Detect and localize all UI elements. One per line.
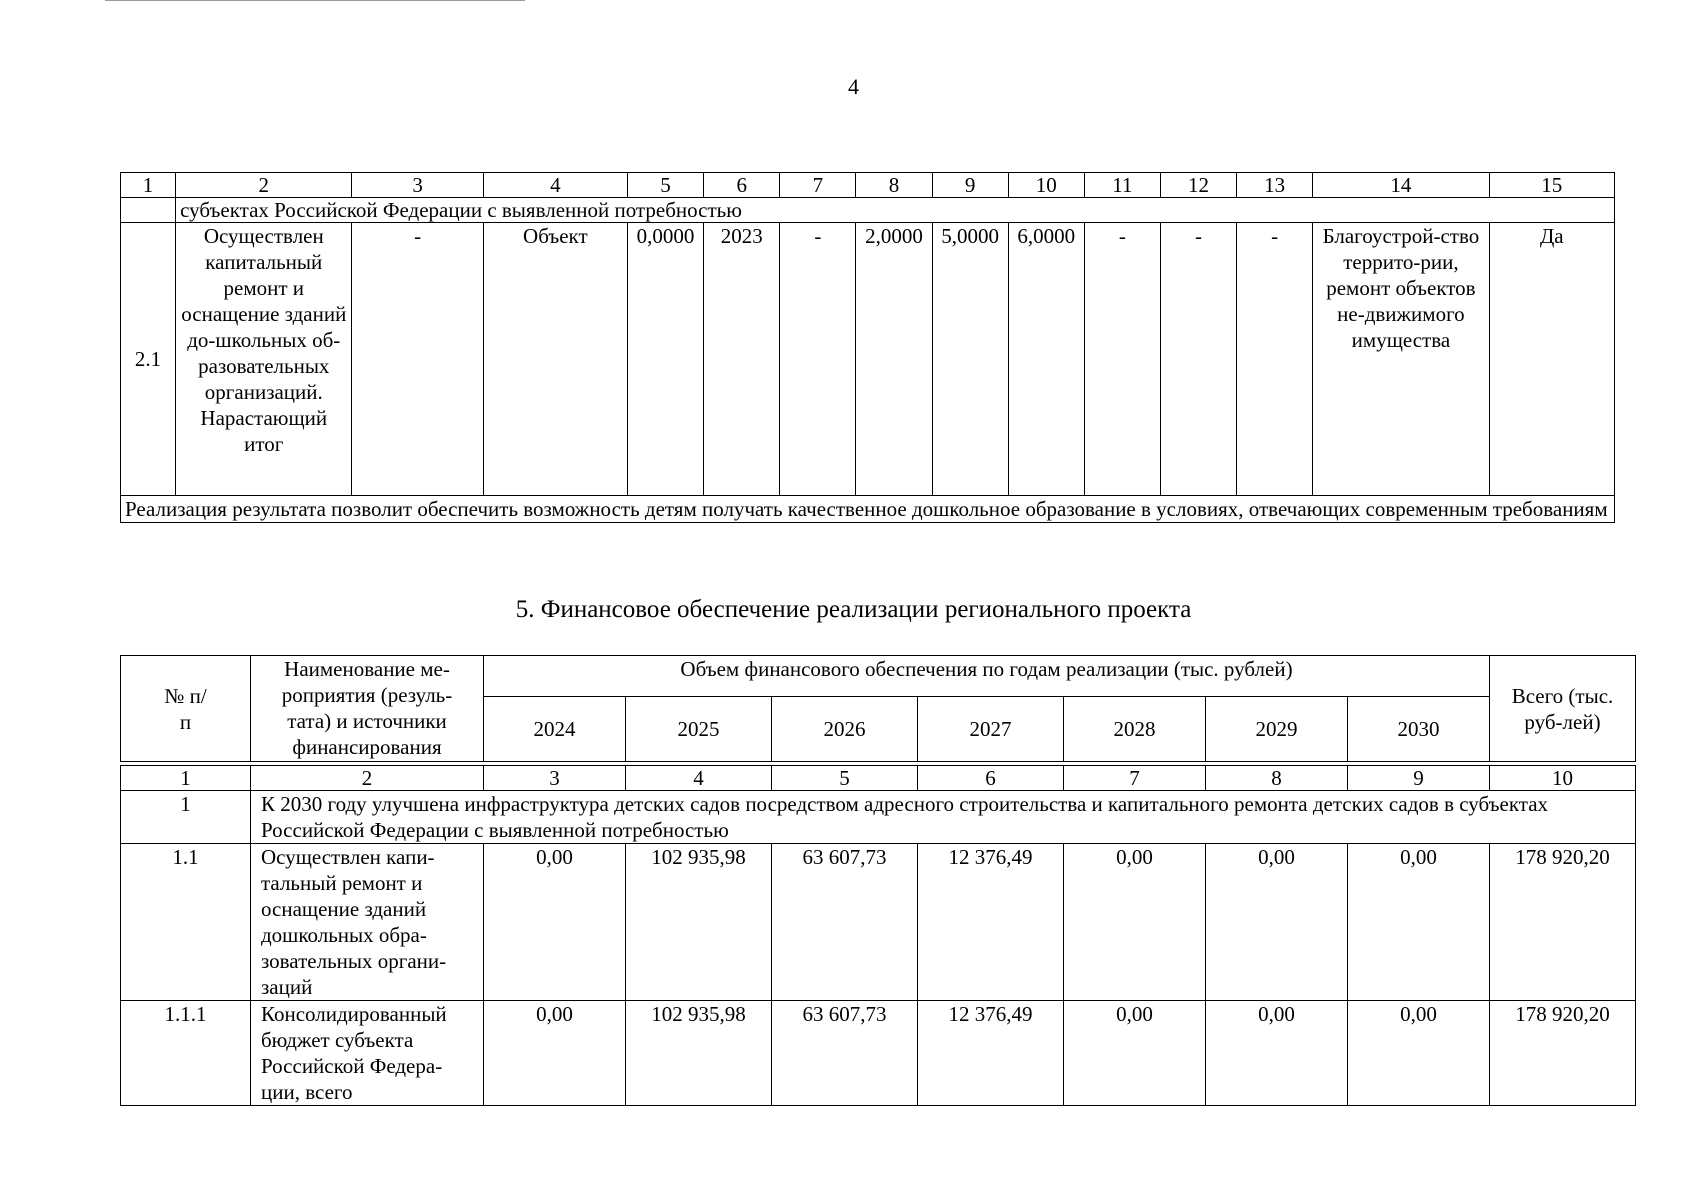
cell-c9: 5,0000 [932, 223, 1008, 496]
result-name: Осуществлен капитальный ремонт и оснащение зданий до-школьных об-разовательных организаций. Нарастающий итог [176, 223, 352, 496]
head-year: 2030 [1348, 697, 1490, 762]
value-2027: 12 376,49 [918, 844, 1064, 1001]
financing-row [121, 844, 1636, 1001]
base-value-cell: 0,0000 [627, 223, 703, 496]
financing-row [121, 1001, 1636, 1106]
continuation-row [121, 198, 1615, 223]
col-index: 1 [121, 173, 176, 198]
head-year: 2025 [626, 697, 772, 762]
financing-index-row [121, 766, 1636, 791]
head-total: Всего (тыс. руб-лей) [1490, 656, 1636, 762]
cell-c8: 2,0000 [856, 223, 932, 496]
col-index: 9 [932, 173, 1008, 198]
value-2025: 102 935,98 [626, 844, 772, 1001]
result-footer-row [121, 496, 1615, 523]
value-2027: 12 376,49 [918, 1001, 1064, 1106]
continuation-text: субъектах Российской Федерации с выявленной потребностью [176, 198, 1615, 223]
head-num: № п/п [121, 656, 251, 762]
cell-c14: Благоустрой-ство террито-рии, ремонт объектов не-движимого имущества [1313, 223, 1489, 496]
value-2029: 0,00 [1206, 844, 1348, 1001]
cell-c7: - [780, 223, 856, 496]
base-year-cell: 2023 [704, 223, 780, 496]
col-index: 10 [1008, 173, 1084, 198]
value-2029: 0,00 [1206, 1001, 1348, 1106]
cell-c3: - [352, 223, 483, 496]
cell-c12: - [1160, 223, 1236, 496]
col-index: 5 [627, 173, 703, 198]
empty-cell [121, 198, 176, 223]
col-index: 10 [1490, 766, 1636, 791]
row-number: 1.1.1 [121, 1001, 251, 1106]
value-2028: 0,00 [1064, 844, 1206, 1001]
col-index: 7 [780, 173, 856, 198]
value-2028: 0,00 [1064, 1001, 1206, 1106]
page-number: 4 [848, 74, 859, 99]
col-index: 4 [626, 766, 772, 791]
head-year: 2024 [484, 697, 626, 762]
col-index: 8 [856, 173, 932, 198]
row-name: Консолидированный бюджет субъекта Российской Федера-ции, всего [251, 1001, 484, 1106]
col-index: 4 [483, 173, 627, 198]
unit-cell: Объект [483, 223, 627, 496]
col-index: 3 [484, 766, 626, 791]
financing-table [120, 655, 1636, 1106]
head-year: 2027 [918, 697, 1064, 762]
results-table [120, 172, 1615, 523]
value-2026: 63 607,73 [772, 1001, 918, 1106]
value-2025: 102 935,98 [626, 1001, 772, 1106]
value-2030: 0,00 [1348, 844, 1490, 1001]
col-index: 13 [1237, 173, 1313, 198]
result-footer-text: Реализация результата позволит обеспечить возможность детям получать качественное дошкольное образование в условиях, отвечающих современным требованиям [121, 496, 1615, 523]
group-number: 1 [121, 791, 251, 844]
financing-group-row [121, 791, 1636, 844]
value-total: 178 920,20 [1490, 1001, 1636, 1106]
cell-c11: - [1084, 223, 1160, 496]
cell-c15: Да [1489, 223, 1614, 496]
value-2024: 0,00 [484, 844, 626, 1001]
col-index: 15 [1489, 173, 1614, 198]
cell-c13: - [1237, 223, 1313, 496]
col-index: 11 [1084, 173, 1160, 198]
results-table-index-row [121, 173, 1615, 198]
row-number: 2.1 [121, 223, 176, 496]
value-2026: 63 607,73 [772, 844, 918, 1001]
head-year: 2028 [1064, 697, 1206, 762]
col-index: 6 [704, 173, 780, 198]
col-index: 3 [352, 173, 483, 198]
head-year: 2029 [1206, 697, 1348, 762]
row-number: 1.1 [121, 844, 251, 1001]
col-index: 8 [1206, 766, 1348, 791]
financing-head-row-1 [121, 656, 1636, 697]
col-index: 2 [176, 173, 352, 198]
col-index: 1 [121, 766, 251, 791]
scan-artifact-line [105, 0, 525, 3]
value-total: 178 920,20 [1490, 844, 1636, 1001]
head-name: Наименование ме-роприятия (резуль-тата) и источники финансирования [251, 656, 484, 762]
row-name: Осуществлен капи-тальный ремонт и оснащение зданий дошкольных обра-зовательных органи-заций [251, 844, 484, 1001]
col-index: 2 [251, 766, 484, 791]
value-2030: 0,00 [1348, 1001, 1490, 1106]
col-index: 14 [1313, 173, 1489, 198]
cell-c10: 6,0000 [1008, 223, 1084, 496]
section-title: 5. Финансовое обеспечение реализации регионального проекта [515, 596, 1192, 623]
group-text: К 2030 году улучшена инфраструктура детских садов посредством адресного строительства и капитального ремонта детских садов в субъектах Российской Федерации с выявленной потребностью [251, 791, 1636, 844]
col-index: 7 [1064, 766, 1206, 791]
col-index: 9 [1348, 766, 1490, 791]
col-index: 6 [918, 766, 1064, 791]
head-year: 2026 [772, 697, 918, 762]
result-row [121, 223, 1615, 496]
value-2024: 0,00 [484, 1001, 626, 1106]
head-group: Объем финансового обеспечения по годам реализации (тыс. рублей) [484, 656, 1490, 697]
col-index: 5 [772, 766, 918, 791]
col-index: 12 [1160, 173, 1236, 198]
